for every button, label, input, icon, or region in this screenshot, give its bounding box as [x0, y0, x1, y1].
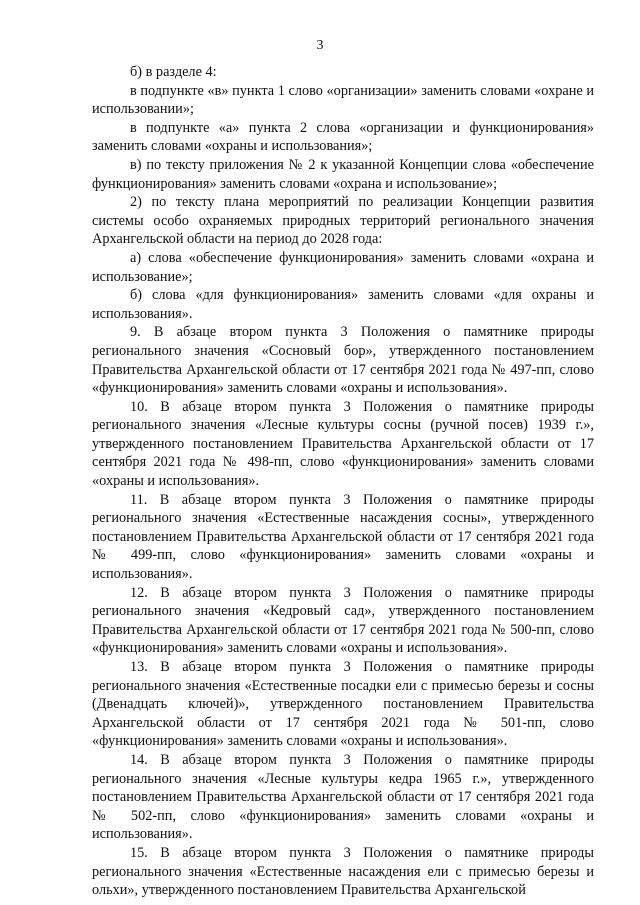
paragraph-item-9: 9. В абзаце втором пункта 3 Положения о памятнике природы регионального значения «Сосновый бор», утвержденного постановлением Правительства Архангельской области от 17 сентября 2021 года № 497-пп, слово «функционирования» заменить словами «охраны и использования». — [92, 324, 594, 397]
document-body — [92, 63, 594, 900]
paragraph-action-plan-b: б) слова «для функционирования» заменить словами «для охраны и использования». — [92, 287, 594, 322]
paragraph-appendix-2: в) по тексту приложения № 2 к указанной Концепции слова «обеспечение функционирования» заменить словами «охрана и использование»; — [92, 156, 594, 192]
paragraph-subitem-v-point-1: в подпункте «в» пункта 1 слово «организации» заменить словами «охране и использовании»; — [92, 82, 594, 118]
paragraph-section-4: б) в разделе 4: — [130, 64, 217, 80]
paragraph-item-12: 12. В абзаце втором пункта 3 Положения о памятнике природы регионального значения «Кедровый сад», утвержденного постановлением Правительства Архангельской области от 17 сентября 2021 года № 500-пп, слово «функционирования» заменить словами «охраны и использования». — [92, 584, 594, 657]
page-number: 3 — [316, 38, 324, 53]
paragraph-item-14: 14. В абзаце втором пункта 3 Положения о памятнике природы регионального значения «Лесные культуры кедра 1965 г.», утвержденного постановлением Правительства Архангельской области от 17 сентября 2021 года № 502-пп, слово «функционирования» заменить словами «охраны и использования». — [92, 751, 594, 843]
paragraph-item-15: 15. В абзаце втором пункта 3 Положения о памятнике природы регионального значения «Естественные насаждения ели с примесью березы и ольхи», утвержденного постановлением Правительства Архангельской — [92, 844, 594, 899]
paragraph-action-plan-a: а) слова «обеспечение функционирования» заменить словами «охрана и использование»; — [92, 249, 594, 285]
paragraph-item-10: 10. В абзаце втором пункта 3 Положения о памятнике природы регионального значения «Лесные культуры сосны (ручной посев) 1939 г.», утвержденного постановлением Правительства Архангельской области от 17 сентября 2021 года № 498-пп, слово «функционирования» заменить словами «охраны и использования». — [92, 398, 594, 490]
paragraph-item-13: 13. В абзаце втором пункта 3 Положения о памятнике природы регионального значения «Естественные посадки ели с примесью березы и сосны (Двенадцать ключей)», утвержденного постановлением Правительства Архангельской области от 17 сентября 2021 года № 501-пп, слово «функционирования» заменить словами «охраны и использования». — [92, 659, 594, 750]
paragraph-item-11: 11. В абзаце втором пункта 3 Положения о памятнике природы регионального значения «Естественные насаждения сосны», утвержденного постановлением Правительства Архангельской области от 17 сентября 2021 года № 499-пп, слово «функционирования» заменить словами «охраны и использования». — [92, 491, 594, 583]
paragraph-action-plan: 2) по тексту плана мероприятий по реализации Концепции развития системы особо охраняемых природных территорий регионального значения Архангельской области на период до 2028 года: — [92, 194, 594, 248]
paragraph-subitem-a-point-2: в подпункте «а» пункта 2 слова «организации и функционирования» заменить словами «охраны и использования»; — [92, 119, 594, 155]
